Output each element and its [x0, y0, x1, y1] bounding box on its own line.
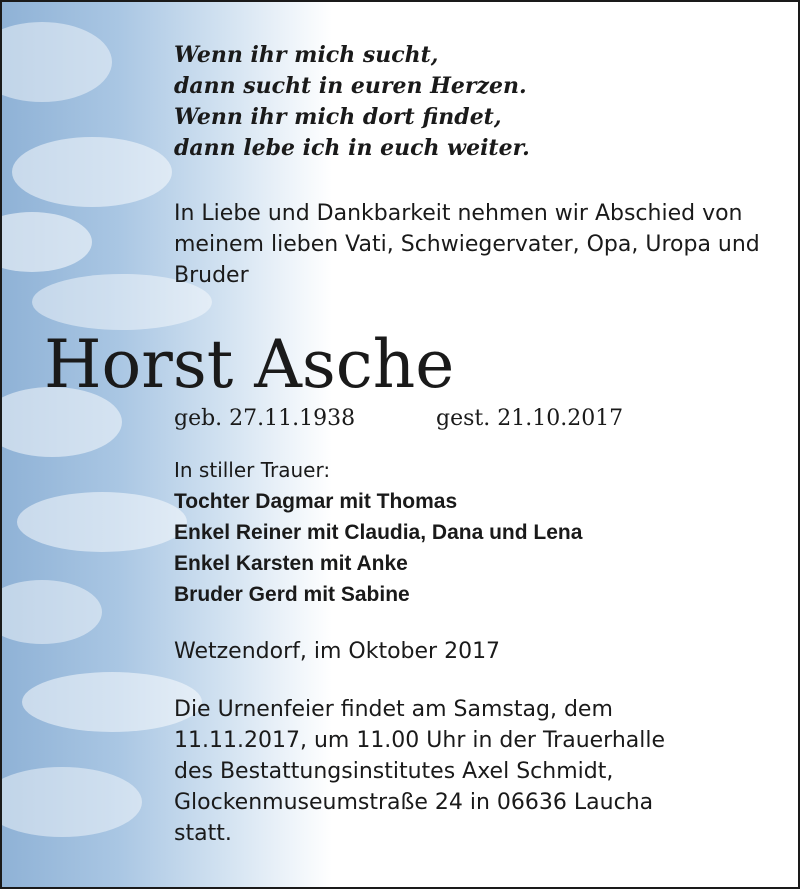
poem: [174, 40, 530, 164]
intro-text: In Liebe und Dankbarkeit nehmen wir Abschied von meinem lieben Vati, Schwiegervater, Opa, Uropa und Bruder: [174, 201, 760, 288]
life-dates: [174, 404, 623, 434]
place-date: Wetzendorf, im Oktober 2017: [174, 639, 501, 664]
death-date: gest. 21.10.2017: [436, 406, 624, 431]
mourner: Bruder Gerd mit Sabine: [174, 583, 410, 606]
poem-line: dann lebe ich in euch weiter.: [174, 135, 530, 161]
poem-line: Wenn ihr mich sucht,: [174, 42, 439, 68]
ceremony-info: [174, 694, 784, 849]
ceremony-line: 11.11.2017, um 11.00 Uhr in der Trauerhalle: [174, 728, 666, 753]
mourner: Tochter Dagmar mit Thomas: [174, 490, 458, 513]
ceremony-line: Die Urnenfeier findet am Samstag, dem: [174, 697, 613, 722]
mourning-label: In stiller Trauer:: [174, 458, 331, 482]
birth-date: geb. 27.11.1938: [174, 406, 356, 431]
ceremony-line: statt.: [174, 821, 232, 846]
ceremony-line: des Bestattungsinstitutes Axel Schmidt,: [174, 759, 614, 784]
ceremony-line: Glockenmuseumstraße 24 in 06636 Laucha: [174, 790, 654, 815]
mourner: Enkel Karsten mit Anke: [174, 552, 408, 575]
mourners-list: [174, 486, 582, 610]
poem-line: Wenn ihr mich dort findet,: [174, 104, 502, 130]
poem-line: dann sucht in euren Herzen.: [174, 73, 527, 99]
mourner: Enkel Reiner mit Claudia, Dana und Lena: [174, 521, 583, 544]
deceased-name: Horst Asche: [44, 326, 455, 403]
